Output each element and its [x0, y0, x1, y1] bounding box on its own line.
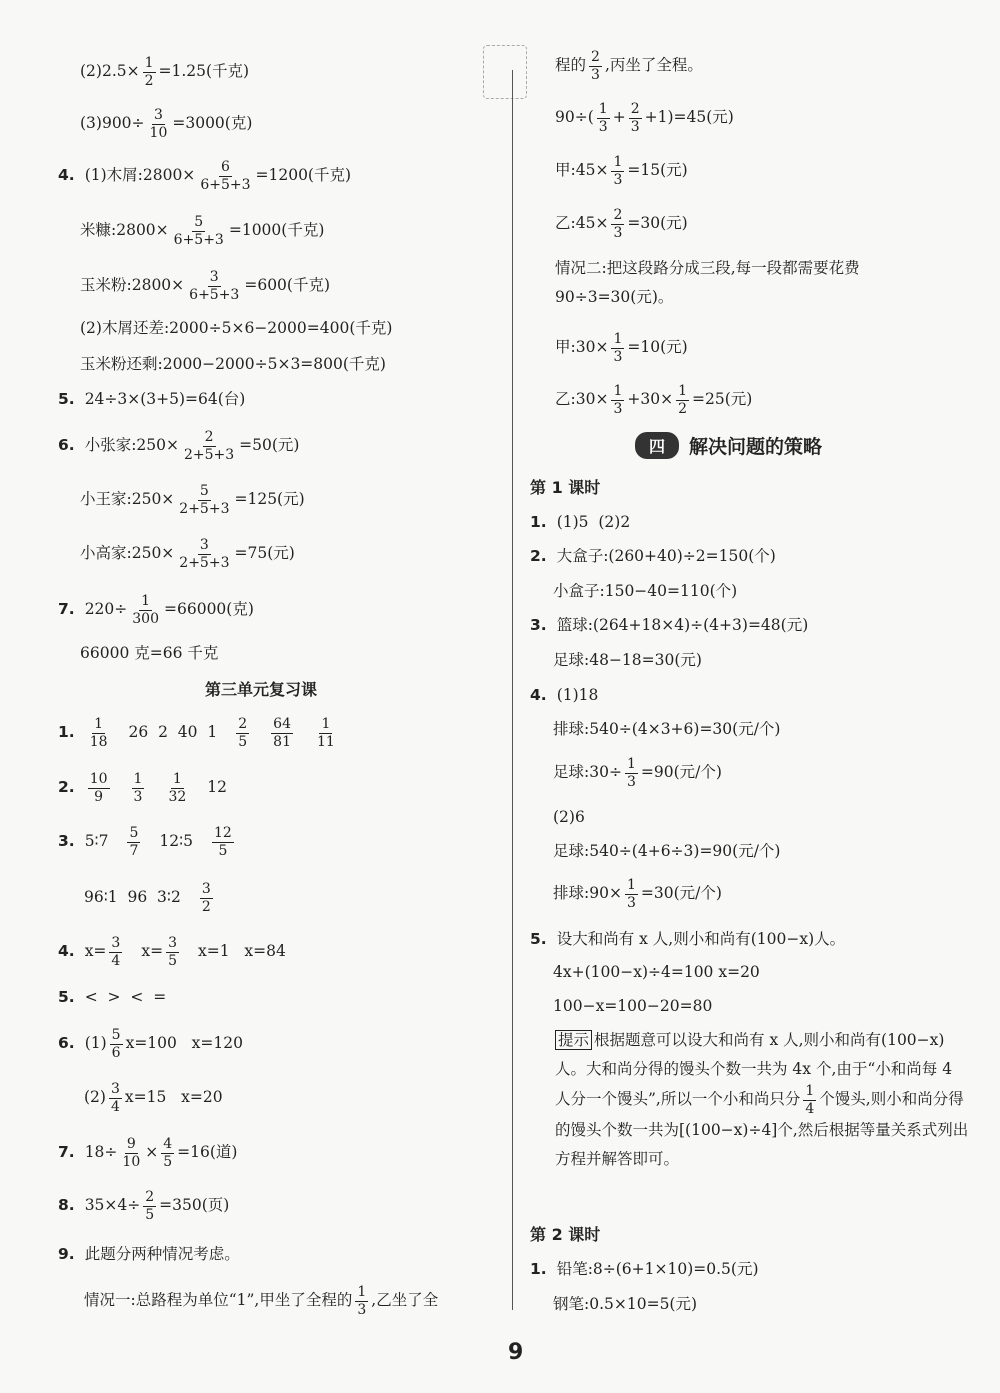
question-number: 1.: [530, 1260, 547, 1278]
fraction: $\frac{1}{11}$: [317, 716, 335, 750]
fraction: $\frac{5}{6+5+3}$: [173, 214, 224, 248]
left-line-6: (2)木屑还差:2000÷5×6−2000=400(千克): [80, 319, 393, 337]
hint-label: 提示: [555, 1030, 592, 1050]
text: ,乙坐了全: [371, 1291, 439, 1310]
left-line-2: [80, 108, 252, 140]
lesson1-q3-line2: 足球:48−18=30(元): [553, 651, 702, 669]
fraction: $\frac{12}{5}$: [214, 825, 232, 859]
right-line-7: [555, 384, 752, 416]
text: 设大和尚有 x 人,则小和尚有(100−x)人。: [556, 930, 846, 948]
fraction: $\frac{5}{7}$: [129, 825, 139, 859]
text: 此题分两种情况考虑。: [84, 1245, 240, 1263]
text: 足球:30÷: [553, 763, 622, 782]
hint-text-2: 个馒头,则小和尚分得的馒头个数一共为[(100−x)÷4]个,然后根据等量关系式列出方程并解答即可。: [555, 1090, 969, 1169]
fraction: $\frac{1}{3}$: [613, 331, 623, 365]
question-number: 5.: [58, 390, 75, 408]
fraction: $\frac{1}{3}$: [357, 1284, 367, 1318]
text: =90(元/个): [640, 763, 722, 782]
lesson-2-heading: 第 2 课时: [530, 1225, 601, 1244]
text: 12: [207, 778, 227, 797]
text: 米糠:2800×: [80, 221, 169, 240]
text: (2)2.5×: [80, 62, 140, 81]
lesson1-q2: [530, 549, 776, 565]
text: =10(元): [627, 338, 688, 357]
text: =350(页): [159, 1196, 230, 1215]
lesson1-q2-line2: 小盒子:150−40=110(个): [553, 582, 738, 600]
hint-paragraph: [555, 1026, 970, 1174]
section-heading: [635, 432, 822, 459]
text: =1000(千克): [228, 221, 325, 240]
question-number: 5.: [530, 930, 547, 948]
text: 35×4÷: [84, 1196, 141, 1215]
text: (1)木屑:2800×: [84, 166, 196, 185]
text: x=: [141, 942, 164, 961]
left-line-12: [58, 594, 254, 626]
fraction: $\frac{1}{32}$: [168, 771, 187, 805]
fraction: $\frac{1}{3}$: [133, 771, 143, 805]
left-line-13: 66000 克=66 千克: [80, 644, 219, 662]
review-q8: [58, 1190, 229, 1222]
review-q1: [58, 717, 340, 749]
text: 26 2 40 1: [128, 723, 218, 742]
fraction: $\frac{2}{3}$: [630, 101, 640, 135]
text: =1.25(千克): [158, 62, 250, 81]
fraction: $\frac{2}{3}$: [591, 49, 600, 83]
right-line-3: [555, 155, 688, 187]
text: 大盒子:(260+40)÷2=150(个): [556, 547, 776, 565]
fraction: $\frac{3}{4}$: [110, 1081, 120, 1115]
question-number: 2.: [530, 547, 547, 565]
left-line-4: [80, 215, 324, 247]
fraction: $\frac{2}{5}$: [145, 1189, 155, 1223]
lesson1-q5-line2: 4x+(100−x)÷4=100 x=20: [553, 963, 760, 981]
right-line-1: [555, 50, 703, 82]
question-number: 7.: [58, 1143, 75, 1162]
text: 乙:45×: [555, 214, 609, 233]
review-q9: [58, 1247, 240, 1263]
lesson1-q4-line4: (2)6: [553, 808, 585, 826]
question-number: 1.: [58, 723, 75, 742]
right-line-4: [555, 208, 688, 240]
lesson1-q3: [530, 618, 808, 634]
text: =1200(千克): [255, 166, 352, 185]
text: 玉米粉:2800×: [80, 276, 185, 295]
text: (1): [84, 1034, 107, 1053]
text: =125(元): [234, 490, 305, 509]
fraction: $\frac{3}{6+5+3}$: [189, 269, 240, 303]
lesson1-q5: [530, 932, 845, 948]
fraction: $\frac{1}{4}$: [805, 1083, 815, 1117]
text: =30(元): [627, 214, 688, 233]
text: 甲:30×: [555, 338, 609, 357]
text: 96∶1 96 3∶2: [84, 888, 181, 907]
fraction: $\frac{5}{6}$: [111, 1027, 121, 1061]
question-number: 6.: [58, 436, 75, 455]
text: =25(元): [691, 390, 753, 409]
text: =30(元/个): [640, 884, 722, 903]
question-number: 2.: [58, 778, 75, 797]
right-line-2: [555, 102, 734, 134]
fraction: $\frac{1}{2}$: [678, 383, 687, 417]
text: =75(元): [234, 544, 295, 563]
lesson1-q1: [530, 515, 630, 531]
fraction: $\frac{1}{3}$: [613, 154, 623, 188]
review-q5: [58, 990, 166, 1006]
text: 5∶7: [84, 832, 109, 851]
fraction: $\frac{3}{2}$: [201, 881, 211, 915]
page-number: 9: [508, 1340, 524, 1365]
fraction: $\frac{3}{10}$: [149, 107, 168, 141]
question-number: 4.: [58, 942, 75, 961]
fraction: $\frac{3}{4}$: [111, 935, 121, 969]
lesson-1-heading: 第 1 课时: [530, 478, 601, 497]
text: x=15 x=20: [124, 1088, 223, 1107]
review-q4: [58, 936, 286, 968]
left-line-1: [80, 56, 249, 88]
question-number: 3.: [530, 616, 547, 634]
review-q6: [58, 1028, 243, 1060]
fraction: $\frac{3}{2+5+3}$: [179, 537, 230, 571]
question-number: 8.: [58, 1196, 75, 1215]
question-number: 4.: [530, 686, 547, 704]
review-q6-line2: [84, 1082, 223, 1114]
text: 24÷3×(3+5)=64(台): [84, 390, 246, 408]
text: +1)=45(元): [644, 108, 734, 127]
text: 220÷: [84, 600, 128, 619]
left-line-3: [58, 160, 351, 192]
text: 篮球:(264+18×4)÷(4+3)=48(元): [556, 616, 809, 634]
fraction: $\frac{4}{5}$: [163, 1136, 173, 1170]
question-number: 1.: [530, 513, 547, 531]
fraction: $\frac{2}{5}$: [238, 716, 248, 750]
left-line-11: [80, 538, 295, 570]
text: 乙:30×: [555, 390, 609, 409]
fraction: $\frac{1}{18}$: [89, 716, 108, 750]
text: 排球:90×: [553, 884, 622, 903]
fraction: $\frac{1}{3}$: [626, 877, 636, 911]
text: =3000(克): [172, 114, 253, 133]
review-q2: [58, 772, 227, 804]
lesson1-q4: [530, 688, 598, 704]
left-line-7: 玉米粉还剩:2000−2000÷5×3=800(千克): [80, 355, 386, 373]
text: =16(道): [177, 1143, 238, 1162]
text: 小张家:250×: [84, 436, 179, 455]
fraction: $\frac{64}{81}$: [273, 716, 291, 750]
fraction: $\frac{2}{3}$: [613, 207, 623, 241]
text: x=100 x=120: [125, 1034, 243, 1053]
lesson2-q1-line2: 钢笔:0.5×10=5(元): [553, 1295, 698, 1313]
lesson1-q5-line3: 100−x=100−20=80: [553, 997, 713, 1015]
text: 甲:45×: [555, 161, 609, 180]
question-number: 5.: [58, 988, 75, 1006]
question-number: 7.: [58, 600, 75, 619]
left-line-5: [80, 270, 330, 302]
fraction: $\frac{3}{5}$: [168, 935, 177, 969]
text: +: [612, 108, 626, 127]
left-line-8: [58, 392, 245, 408]
text: ,丙坐了全程。: [604, 56, 703, 75]
text: 12∶5: [159, 832, 193, 851]
fraction: $\frac{1}{3}$: [613, 383, 623, 417]
lesson2-q1: [530, 1262, 759, 1278]
text: ×: [145, 1143, 159, 1162]
text: (3)900÷: [80, 114, 145, 133]
text: 90÷(: [555, 108, 594, 127]
text: +30×: [627, 390, 674, 409]
review-section-title: 第三单元复习课: [205, 680, 318, 699]
text: =66000(克): [164, 600, 254, 619]
hint-text-1: 根据题意可以设大和尚有 x 人,则小和尚有(100−x)人。大和尚分得的馒头个数一共为 4x 个,由于“小和尚每 4 人分一个馒头”,所以一个小和尚只分: [555, 1031, 953, 1109]
review-q7: [58, 1137, 237, 1169]
fraction: $\frac{10}{9}$: [89, 771, 108, 805]
text: < > < =: [84, 988, 167, 1006]
fraction: $\frac{6}{6+5+3}$: [200, 159, 251, 193]
text: 小高家:250×: [80, 544, 175, 563]
fraction: $\frac{1}{2}$: [144, 55, 154, 89]
section-badge: 四: [635, 432, 679, 459]
lesson1-q4-line6: [553, 878, 722, 910]
text: (1)18: [556, 686, 599, 704]
review-q3: [58, 826, 237, 858]
binding-stamp: [483, 45, 527, 99]
text: 程的: [555, 56, 587, 75]
right-line-6: [555, 332, 688, 364]
fraction: $\frac{1}{300}$: [132, 593, 159, 627]
question-number: 3.: [58, 832, 75, 851]
lesson1-q4-line3: [553, 757, 722, 789]
text: (1)5 (2)2: [556, 513, 631, 531]
fraction: $\frac{1}{3}$: [626, 756, 636, 790]
question-number: 6.: [58, 1034, 75, 1053]
lesson1-q4-line2: 排球:540÷(4×3+6)=30(元/个): [553, 720, 781, 738]
text: x=1 x=84: [198, 942, 286, 961]
text: =15(元): [627, 161, 688, 180]
text: 小王家:250×: [80, 490, 175, 509]
fraction: $\frac{5}{2+5+3}$: [179, 483, 230, 517]
fraction: $\frac{1}{3}$: [598, 101, 608, 135]
left-line-10: [80, 484, 305, 516]
text: (2): [84, 1088, 106, 1107]
right-case2-paragraph: 情况二:把这段路分成三段,每一段都需要花费90÷3=30(元)。: [555, 259, 860, 306]
text: =50(元): [239, 436, 300, 455]
left-line-9: [58, 430, 299, 462]
column-divider: [512, 70, 513, 1310]
question-number: 9.: [58, 1245, 75, 1263]
fraction: $\frac{2}{2+5+3}$: [183, 429, 235, 463]
text: 18÷: [84, 1143, 118, 1162]
section-title: 解决问题的策略: [689, 436, 823, 458]
review-q9-case1: [84, 1285, 438, 1317]
text: =600(千克): [244, 276, 331, 295]
text: 情况一:总路程为单位“1”,甲坐了全程的: [84, 1291, 353, 1310]
text: 铅笔:8÷(6+1×10)=0.5(元): [556, 1260, 759, 1278]
lesson1-q4-line5: 足球:540÷(4+6÷3)=90(元/个): [553, 842, 781, 860]
question-number: 4.: [58, 166, 75, 185]
review-q3-line2: [84, 882, 216, 914]
text: x=: [84, 942, 107, 961]
fraction: $\frac{9}{10}$: [122, 1136, 141, 1170]
